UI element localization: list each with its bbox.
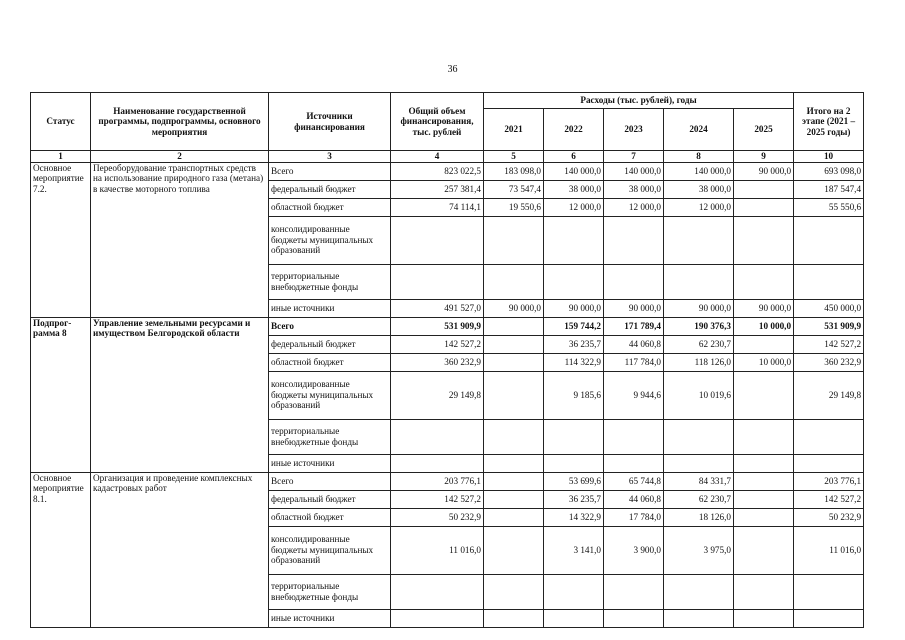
amount-y2022 <box>544 454 604 472</box>
amount-y2024: 10 019,6 <box>664 371 734 419</box>
amount-y2024: 12 000,0 <box>664 198 734 216</box>
header-total: Общий объем финансирования, тыс. рублей <box>391 93 484 151</box>
section-status: Основное мероприятие 8.1. <box>31 472 91 627</box>
amount-total: 11 016,0 <box>391 526 484 574</box>
budget-table <box>30 92 864 628</box>
amount-y2021 <box>484 526 544 574</box>
amount-y2021 <box>484 419 544 454</box>
section-name: Управление земельными ресурсами и имуществом Белгородской области <box>91 317 269 472</box>
amount-y2022 <box>544 419 604 454</box>
amount-y2025: 10 000,0 <box>734 317 794 335</box>
amount-y2021 <box>484 335 544 353</box>
amount-total: 142 527,2 <box>391 335 484 353</box>
amount-stage: 142 527,2 <box>794 490 864 508</box>
amount-y2024 <box>664 419 734 454</box>
amount-y2025 <box>734 454 794 472</box>
amount-y2024: 38 000,0 <box>664 180 734 198</box>
amount-y2024 <box>664 609 734 627</box>
amount-y2025 <box>734 609 794 627</box>
amount-y2025 <box>734 574 794 609</box>
funding-source: Всего <box>269 317 391 335</box>
amount-y2023: 44 060,8 <box>604 335 664 353</box>
amount-y2022: 90 000,0 <box>544 299 604 317</box>
funding-source: областной бюджет <box>269 198 391 216</box>
amount-stage <box>794 419 864 454</box>
amount-y2024: 90 000,0 <box>664 299 734 317</box>
funding-source: федеральный бюджет <box>269 490 391 508</box>
amount-y2024: 3 975,0 <box>664 526 734 574</box>
amount-y2021 <box>484 508 544 526</box>
funding-source: иные источники <box>269 454 391 472</box>
table-row <box>31 317 864 335</box>
amount-y2025: 90 000,0 <box>734 162 794 180</box>
amount-y2022: 114 322,9 <box>544 353 604 371</box>
amount-y2025 <box>734 198 794 216</box>
amount-stage: 50 232,9 <box>794 508 864 526</box>
amount-y2021: 73 547,4 <box>484 180 544 198</box>
amount-y2021 <box>484 609 544 627</box>
amount-y2021 <box>484 353 544 371</box>
amount-y2025 <box>734 419 794 454</box>
column-index: 2 <box>91 151 269 163</box>
amount-y2025 <box>734 216 794 264</box>
amount-y2021 <box>484 371 544 419</box>
amount-y2023: 117 784,0 <box>604 353 664 371</box>
amount-total: 360 232,9 <box>391 353 484 371</box>
amount-total: 29 149,8 <box>391 371 484 419</box>
amount-y2023 <box>604 609 664 627</box>
amount-total: 50 232,9 <box>391 508 484 526</box>
amount-y2022: 159 744,2 <box>544 317 604 335</box>
column-index: 10 <box>794 151 864 163</box>
amount-y2021 <box>484 454 544 472</box>
amount-y2025 <box>734 264 794 299</box>
amount-stage: 693 098,0 <box>794 162 864 180</box>
amount-y2023 <box>604 574 664 609</box>
amount-y2022 <box>544 216 604 264</box>
amount-y2024: 118 126,0 <box>664 353 734 371</box>
amount-y2022: 14 322,9 <box>544 508 604 526</box>
amount-y2025 <box>734 371 794 419</box>
amount-y2022: 36 235,7 <box>544 335 604 353</box>
column-index: 5 <box>484 151 544 163</box>
amount-stage: 55 550,6 <box>794 198 864 216</box>
amount-stage <box>794 609 864 627</box>
header-year: 2024 <box>664 109 734 151</box>
funding-source: иные источники <box>269 609 391 627</box>
amount-y2023 <box>604 264 664 299</box>
amount-y2022: 38 000,0 <box>544 180 604 198</box>
amount-y2023: 38 000,0 <box>604 180 664 198</box>
amount-total: 491 527,0 <box>391 299 484 317</box>
header-stage-total: Итого на 2 этапе (2021 – 2025 годы) <box>794 93 864 151</box>
table-row <box>31 162 864 180</box>
amount-total: 74 114,1 <box>391 198 484 216</box>
amount-y2023: 9 944,6 <box>604 371 664 419</box>
header-year: 2025 <box>734 109 794 151</box>
column-index: 6 <box>544 151 604 163</box>
amount-stage: 142 527,2 <box>794 335 864 353</box>
amount-y2024: 140 000,0 <box>664 162 734 180</box>
amount-stage <box>794 574 864 609</box>
section-status: Подпрог-рамма 8 <box>31 317 91 472</box>
amount-y2024 <box>664 264 734 299</box>
amount-y2021 <box>484 317 544 335</box>
funding-source: территориальные внебюджетные фонды <box>269 264 391 299</box>
amount-y2022 <box>544 609 604 627</box>
table-row <box>31 472 864 490</box>
amount-y2023: 171 789,4 <box>604 317 664 335</box>
amount-y2022: 140 000,0 <box>544 162 604 180</box>
amount-y2025 <box>734 526 794 574</box>
amount-y2023: 17 784,0 <box>604 508 664 526</box>
amount-y2021: 90 000,0 <box>484 299 544 317</box>
amount-y2025 <box>734 335 794 353</box>
amount-y2023 <box>604 216 664 264</box>
amount-stage: 11 016,0 <box>794 526 864 574</box>
header-status: Статус <box>31 93 91 151</box>
amount-total <box>391 609 484 627</box>
amount-y2022: 36 235,7 <box>544 490 604 508</box>
amount-stage: 29 149,8 <box>794 371 864 419</box>
header-expenses: Расходы (тыс. рублей), годы <box>484 93 794 109</box>
amount-total: 823 022,5 <box>391 162 484 180</box>
amount-stage <box>794 216 864 264</box>
amount-y2023: 12 000,0 <box>604 198 664 216</box>
amount-y2022: 3 141,0 <box>544 526 604 574</box>
amount-y2023: 3 900,0 <box>604 526 664 574</box>
amount-stage: 187 547,4 <box>794 180 864 198</box>
funding-source: федеральный бюджет <box>269 180 391 198</box>
amount-stage: 450 000,0 <box>794 299 864 317</box>
amount-y2025 <box>734 490 794 508</box>
funding-source: Всего <box>269 162 391 180</box>
amount-stage <box>794 264 864 299</box>
amount-y2022 <box>544 574 604 609</box>
header-year: 2023 <box>604 109 664 151</box>
amount-total: 142 527,2 <box>391 490 484 508</box>
amount-stage <box>794 454 864 472</box>
column-index: 7 <box>604 151 664 163</box>
section-name: Переоборудование транспортных средств на использование природного газа (метана) в качестве моторного топлива <box>91 162 269 317</box>
header-name: Наименование государственной программы, подпрограммы, основного мероприятия <box>91 93 269 151</box>
funding-source: федеральный бюджет <box>269 335 391 353</box>
section-status: Основное мероприятие 7.2. <box>31 162 91 317</box>
amount-y2024: 62 230,7 <box>664 335 734 353</box>
amount-y2021: 183 098,0 <box>484 162 544 180</box>
amount-y2024: 190 376,3 <box>664 317 734 335</box>
amount-y2022: 12 000,0 <box>544 198 604 216</box>
funding-source: консолидированные бюджеты муниципальных образований <box>269 371 391 419</box>
amount-total <box>391 574 484 609</box>
amount-y2021 <box>484 216 544 264</box>
funding-source: иные источники <box>269 299 391 317</box>
amount-y2023 <box>604 419 664 454</box>
column-index: 3 <box>269 151 391 163</box>
amount-stage: 360 232,9 <box>794 353 864 371</box>
funding-source: территориальные внебюджетные фонды <box>269 419 391 454</box>
amount-y2021 <box>484 574 544 609</box>
amount-y2024: 18 126,0 <box>664 508 734 526</box>
amount-y2024 <box>664 216 734 264</box>
amount-y2023 <box>604 454 664 472</box>
funding-source: областной бюджет <box>269 353 391 371</box>
header-year: 2022 <box>544 109 604 151</box>
funding-source: областной бюджет <box>269 508 391 526</box>
page-number: 36 <box>447 64 458 75</box>
amount-y2024: 84 331,7 <box>664 472 734 490</box>
amount-total: 257 381,4 <box>391 180 484 198</box>
amount-stage: 203 776,1 <box>794 472 864 490</box>
amount-y2023: 90 000,0 <box>604 299 664 317</box>
column-index: 1 <box>31 151 91 163</box>
section-name: Организация и проведение комплексных кадастровых работ <box>91 472 269 627</box>
column-index: 9 <box>734 151 794 163</box>
amount-y2025: 10 000,0 <box>734 353 794 371</box>
amount-y2022: 53 699,6 <box>544 472 604 490</box>
funding-source: территориальные внебюджетные фонды <box>269 574 391 609</box>
column-index: 4 <box>391 151 484 163</box>
amount-y2022 <box>544 264 604 299</box>
table-body <box>31 162 864 627</box>
amount-y2023: 65 744,8 <box>604 472 664 490</box>
funding-source: консолидированные бюджеты муниципальных образований <box>269 216 391 264</box>
amount-stage: 531 909,9 <box>794 317 864 335</box>
amount-y2025 <box>734 472 794 490</box>
header-year: 2021 <box>484 109 544 151</box>
funding-source: консолидированные бюджеты муниципальных образований <box>269 526 391 574</box>
amount-total <box>391 419 484 454</box>
column-index: 8 <box>664 151 734 163</box>
amount-y2024: 62 230,7 <box>664 490 734 508</box>
amount-total <box>391 216 484 264</box>
amount-total: 531 909,9 <box>391 317 484 335</box>
amount-total <box>391 264 484 299</box>
amount-y2024 <box>664 454 734 472</box>
header-sources: Источники финансирования <box>269 93 391 151</box>
amount-y2021 <box>484 472 544 490</box>
amount-y2025: 90 000,0 <box>734 299 794 317</box>
amount-y2021 <box>484 490 544 508</box>
amount-y2023: 140 000,0 <box>604 162 664 180</box>
amount-y2022: 9 185,6 <box>544 371 604 419</box>
amount-y2023: 44 060,8 <box>604 490 664 508</box>
funding-source: Всего <box>269 472 391 490</box>
amount-y2024 <box>664 574 734 609</box>
amount-y2025 <box>734 508 794 526</box>
amount-y2021 <box>484 264 544 299</box>
amount-total <box>391 454 484 472</box>
amount-total: 203 776,1 <box>391 472 484 490</box>
amount-y2021: 19 550,6 <box>484 198 544 216</box>
amount-y2025 <box>734 180 794 198</box>
